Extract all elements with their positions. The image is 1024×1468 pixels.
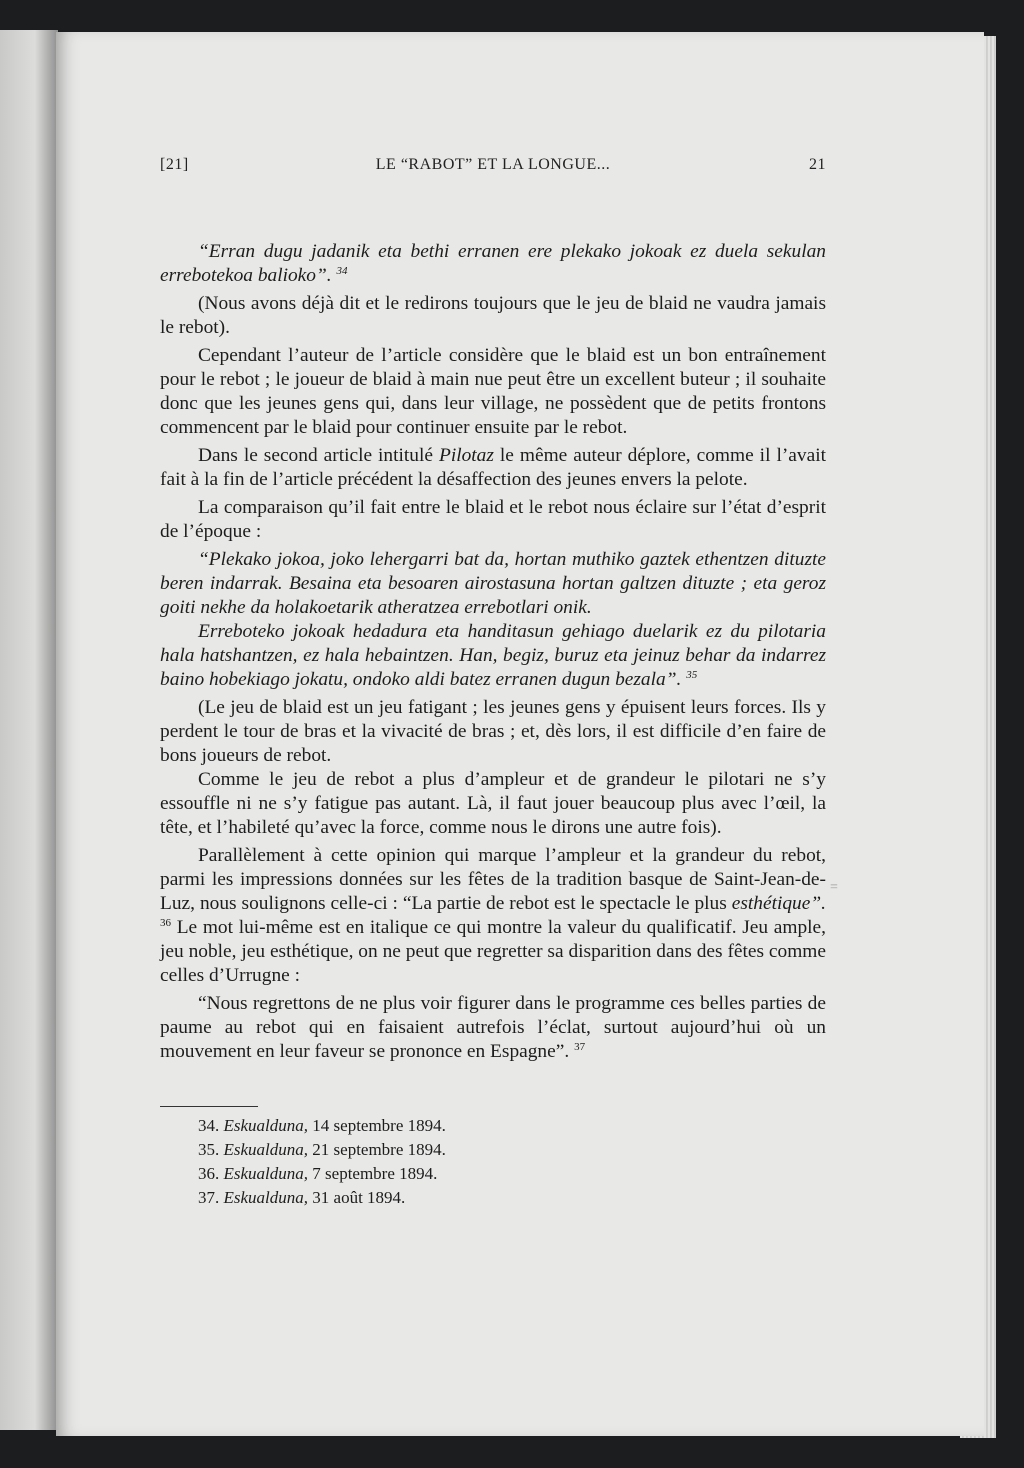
chapter-number: [21]	[160, 156, 189, 173]
paragraph-text: “Nous regrettons de ne plus voir figurer dans le programme ces belles parties de paume au rebot qui en faisaient autrefois l’éclat, surtout aujourd’hui où un mouvement en leur faveur se prononce en Espagne”.	[160, 993, 826, 1062]
footnote	[198, 1114, 698, 1138]
emphasis: esthétique”.	[731, 893, 826, 914]
footnote-date: 7 septembre 1894.	[312, 1164, 438, 1183]
paragraph-text: Le mot lui-même est en italique ce qui montre la valeur du qualificatif. Jeu ample, jeu noble, jeu esthétique, on ne peut que regretter sa disparition dans des fêtes comme celles d’Urrugne :	[160, 917, 827, 986]
footnote-ref: 34	[336, 265, 348, 277]
footnote-number: 37.	[198, 1188, 220, 1207]
footnote	[198, 1186, 698, 1210]
article-title: Pilotaz	[438, 445, 494, 466]
facing-page-edge	[0, 30, 58, 1430]
body-text	[160, 240, 826, 1068]
footnote-date: 21 septembre 1894.	[312, 1140, 446, 1159]
footnote-source: Eskualduna,	[223, 1164, 309, 1183]
footnotes	[198, 1114, 698, 1210]
page-number: 21	[809, 156, 826, 173]
footnote-ref: 36	[160, 917, 171, 929]
footnote-number: 35.	[198, 1140, 220, 1159]
footnote-ref: 35	[686, 669, 698, 681]
paragraph-text: le même auteur déplore, comme il l’avait fait à la fin de l’article précédent la désaffection des jeunes envers la pelote.	[160, 445, 826, 490]
footnote-source: Eskualduna,	[223, 1116, 309, 1135]
footnote-date: 31 août 1894.	[312, 1188, 406, 1207]
footnote-ref: 37	[574, 1041, 586, 1053]
footnote-number: 34.	[198, 1116, 220, 1135]
paragraph: (Le jeu de blaid est un jeu fatigant ; les jeunes gens y épuisent leurs forces. Ils y perdent le tour de bras et la vivacité de bras ; et, dès lors, il est difficile d’en faire de bons joueurs de rebot.	[160, 697, 826, 766]
running-title: LE “RABOT” ET LA LONGUE...	[375, 156, 611, 173]
paragraph: (Nous avons déjà dit et le redirons toujours que le jeu de blaid ne vaudra jamais le rebot).	[160, 293, 826, 338]
paragraph	[160, 444, 826, 492]
footnote	[198, 1162, 698, 1186]
footnote-divider	[160, 1106, 258, 1107]
paragraph-text: Dans le second article intitulé	[198, 445, 433, 466]
paragraph	[160, 844, 826, 988]
footnote-number: 36.	[198, 1164, 220, 1183]
paragraph-text: Parallèlement à cette opinion qui marque l’ampleur et la grandeur du rebot, parmi les impressions données sur les fêtes de la tradition basque de Saint-Jean-de-Luz, nous soulignons celle-ci : “La partie de rebot est le spectacle le plus	[160, 845, 826, 914]
quote-basque-1	[160, 240, 826, 288]
paragraph: Comme le jeu de rebot a plus d’ampleur et de grandeur le pilotari ne s’y essouffle ni ne s’y fatigue pas autant. Là, il faut jouer beaucoup plus avec l’œil, la tête, et l’habileté qu’avec la force, comme nous le dirons une autre fois).	[160, 769, 826, 838]
footnote-source: Eskualduna,	[223, 1140, 309, 1159]
footnote	[198, 1138, 698, 1162]
paragraph	[160, 992, 826, 1064]
quote-text: Erreboteko jokoak hedadura eta handitasun gehiago duelarik ez du pilotaria hala hatshantzen, ez hala hebaintzen. Han, begiz, buruz eta jeinuz behar da indarrez baino hobekiago jokatu, ondoko aldi batez erranen dugun bezala”.	[160, 621, 826, 690]
margin-mark: =	[830, 880, 838, 895]
paragraph: La comparaison qu’il fait entre le blaid et le rebot nous éclaire sur l’état d’esprit de l’époque :	[160, 497, 826, 542]
paragraph: Cependant l’auteur de l’article considère que le blaid est un bon entraînement pour le rebot ; le joueur de blaid à main nue peut être un excellent buteur ; il souhaite donc que les jeunes gens qui, dans leur village, ne possèdent que de petits frontons commencent par le blaid pour continuer ensuite par le rebot.	[160, 345, 826, 438]
footnote-date: 14 septembre 1894.	[312, 1116, 446, 1135]
quote-text: “Erran dugu jadanik eta bethi erranen ere plekako jokoak ez duela sekulan errebotekoa balioko”.	[160, 241, 826, 286]
quote-basque-2-cont	[160, 620, 826, 692]
quote-basque-2: “Plekako jokoa, joko lehergarri bat da, hortan muthiko gaztek ethentzen dituzte beren indarrak. Besaina eta besoaren airostasuna hortan galtzen dituzte ; eta geroz goiti nekhe da holakoetarik atheratzea errebotlari onik.	[160, 549, 826, 618]
footnote-source: Eskualduna,	[223, 1188, 309, 1207]
